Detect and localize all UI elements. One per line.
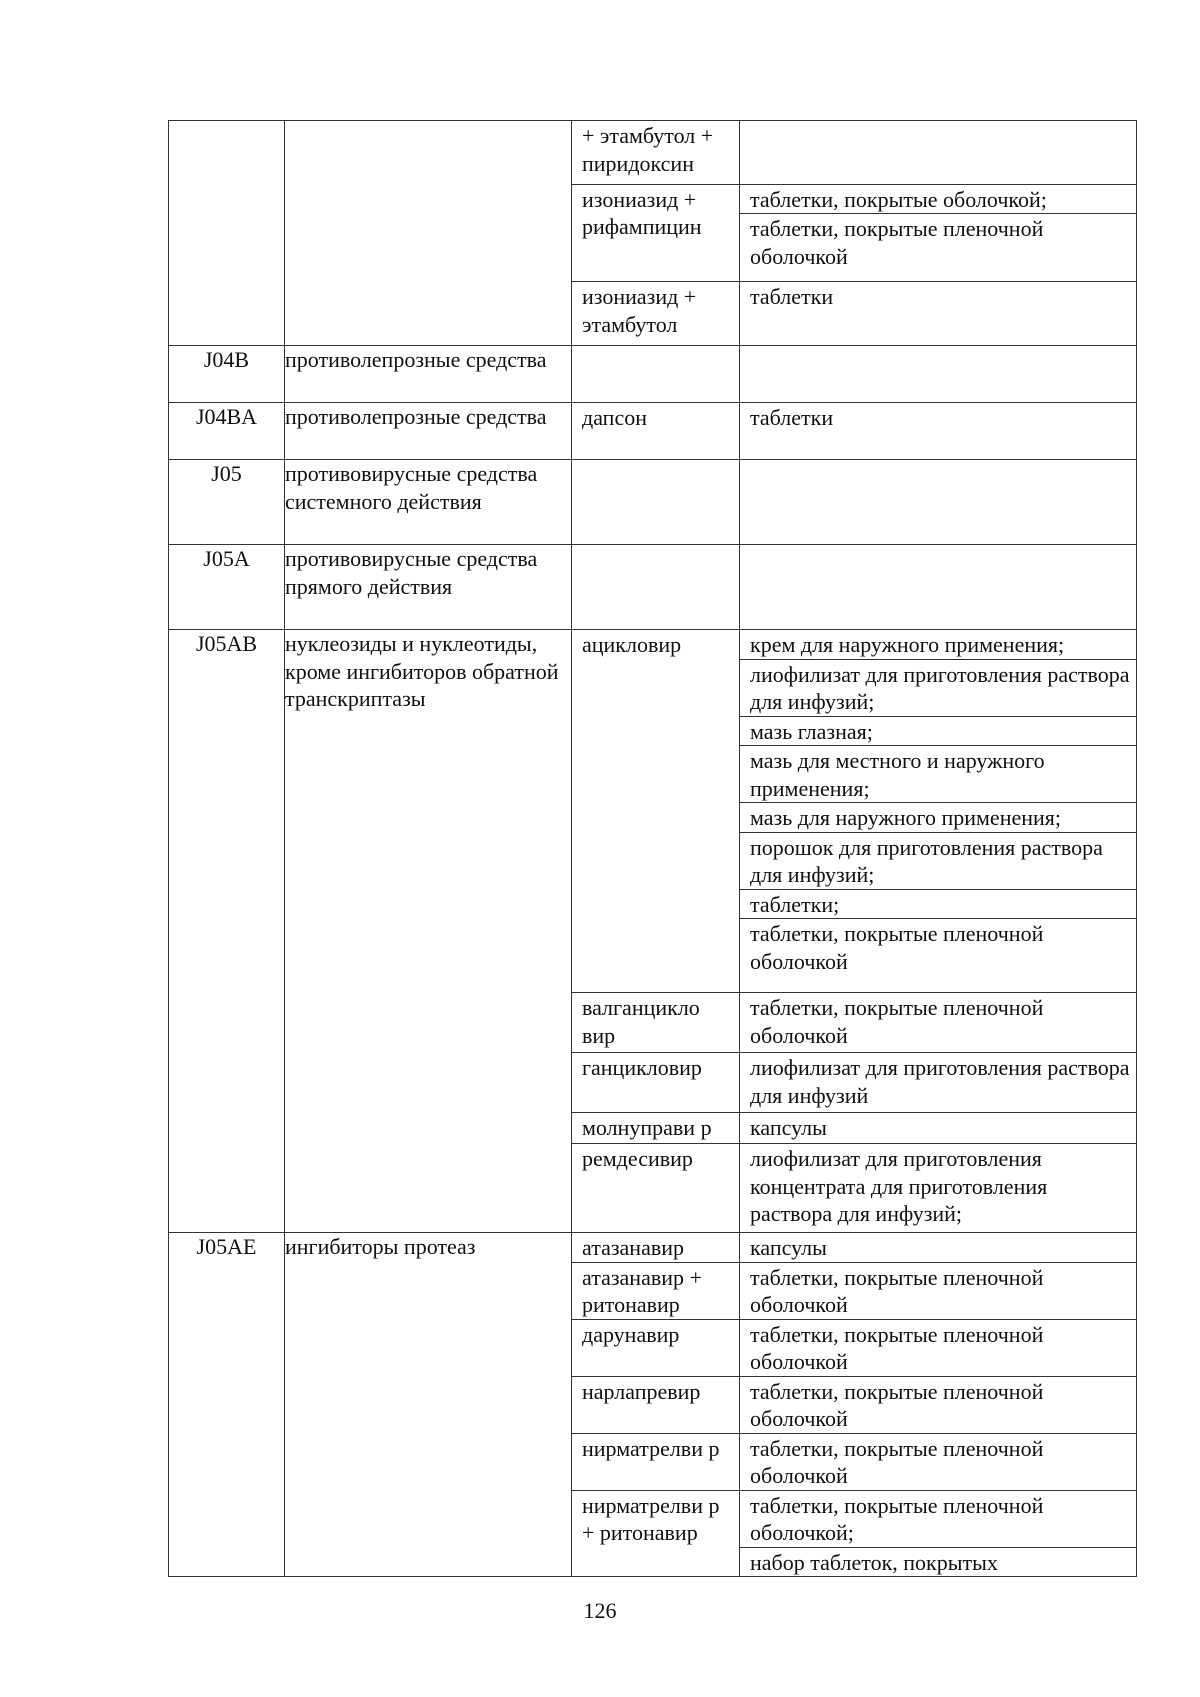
group-name-cell: противовирусные средства системного действия — [285, 460, 572, 545]
drug-row — [572, 630, 1136, 993]
dosage-forms-cell — [740, 460, 1137, 544]
dosage-form: таблетки, покрытые пленочной оболочкой; — [740, 1491, 1136, 1548]
drug-subtable — [572, 630, 1136, 1232]
dosage-form — [740, 460, 1136, 461]
drug-name-cell: ганцикловир — [572, 1053, 740, 1113]
dosage-form: таблетки — [750, 405, 834, 430]
dosage-form: таблетки, покрытые пленочной оболочкой — [750, 1321, 1044, 1374]
drug-row — [572, 1262, 1136, 1319]
drug-name-cell: изониазид + рифампицин — [572, 184, 740, 281]
drug-subtable-cell — [572, 460, 1137, 545]
drug-row — [572, 184, 1136, 281]
dosage-form: таблетки, покрытые оболочкой; — [740, 185, 1136, 215]
group-name-cell — [285, 121, 572, 346]
drug-row — [572, 993, 1136, 1053]
dosage-form: мазь для наружного применения; — [740, 803, 1136, 833]
dosage-form: набор таблеток, покрытых — [750, 1549, 998, 1575]
group-name-cell: противолепрозные средства — [285, 403, 572, 460]
dosage-form: лиофилизат для приготовления раствора для инфузий; — [740, 660, 1136, 717]
drug-name-cell — [572, 460, 740, 544]
drug-name-cell: нирматрелви р — [572, 1433, 740, 1490]
table-row — [169, 1233, 1137, 1577]
drug-name-cell — [572, 545, 740, 629]
dosage-form: таблетки — [750, 284, 834, 310]
drug-name-cell — [572, 346, 740, 402]
dosage-forms-cell — [740, 630, 1137, 993]
drug-row — [572, 545, 1136, 629]
drug-row — [572, 1144, 1136, 1232]
table-row — [169, 403, 1137, 460]
drug-row — [572, 1053, 1136, 1113]
drug-name-cell: атазанавир + ритонавир — [572, 1262, 740, 1319]
atc-code-cell: J05 — [169, 460, 285, 545]
drug-name-cell: ремдесивир — [572, 1144, 740, 1232]
drug-subtable — [572, 545, 1136, 629]
dosage-form — [740, 121, 1136, 122]
dosage-form: таблетки, покрытые пленочной оболочкой — [750, 216, 1044, 269]
drug-row — [572, 460, 1136, 544]
dosage-forms-cell — [740, 1233, 1137, 1262]
dosage-form: таблетки; — [740, 890, 1136, 920]
drug-row — [572, 1376, 1136, 1433]
dosage-form — [740, 545, 1136, 546]
drug-subtable-cell — [572, 1233, 1137, 1577]
dosage-forms-cell — [740, 1376, 1137, 1433]
dosage-form: таблетки, покрытые пленочной оболочкой — [750, 1378, 1044, 1431]
dosage-forms-cell — [740, 1113, 1137, 1144]
table-row — [169, 545, 1137, 630]
drug-name-cell: изониазид + этамбутол — [572, 282, 740, 345]
atc-code-cell — [169, 121, 285, 346]
drug-name-cell: атазанавир — [572, 1233, 740, 1262]
group-name-cell: противолепрозные средства — [285, 346, 572, 403]
drug-row — [572, 403, 1136, 459]
table-row — [169, 121, 1137, 346]
atc-code-cell: J05A — [169, 545, 285, 630]
group-name-cell: ингибиторы протеаз — [285, 1233, 572, 1577]
page-number: 126 — [583, 1598, 617, 1623]
drug-subtable — [572, 346, 1136, 402]
drug-subtable — [572, 121, 1136, 345]
drug-name-cell: дарунавир — [572, 1319, 740, 1376]
group-name-cell: нуклеозиды и нуклеотиды, кроме ингибиторов обратной транскриптазы — [285, 630, 572, 1233]
table-row — [169, 630, 1137, 1233]
atc-code-cell: J05AE — [169, 1233, 285, 1577]
drug-row — [572, 1233, 1136, 1262]
drug-name-cell: + этамбутол + пиридоксин — [572, 121, 740, 184]
drug-subtable — [572, 1233, 1136, 1576]
dosage-form: таблетки, покрытые пленочной оболочкой — [750, 1264, 1044, 1317]
dosage-forms-cell — [740, 346, 1137, 402]
drug-row — [572, 282, 1136, 345]
drug-subtable — [572, 460, 1136, 544]
dosage-form: мазь глазная; — [740, 717, 1136, 747]
dosage-forms-cell — [740, 184, 1137, 281]
dosage-forms-cell — [740, 121, 1137, 184]
dosage-forms-cell — [740, 1490, 1137, 1576]
dosage-forms-cell — [740, 993, 1137, 1053]
dosage-form: капсулы — [750, 1115, 827, 1141]
atc-code-cell: J04BA — [169, 403, 285, 460]
dosage-forms-cell — [740, 1262, 1137, 1319]
dosage-form — [740, 346, 1136, 347]
drug-subtable-cell — [572, 346, 1137, 403]
drug-name-cell: дапсон — [572, 403, 740, 459]
drug-name-cell: нирматрелви р + ритонавир — [572, 1490, 740, 1576]
group-name-cell: противовирусные средства прямого действия — [285, 545, 572, 630]
dosage-form: капсулы — [750, 1235, 827, 1260]
dosage-forms-cell — [740, 545, 1137, 629]
drug-subtable-cell — [572, 630, 1137, 1233]
table-row — [169, 460, 1137, 545]
table-row — [169, 346, 1137, 403]
drug-row — [572, 346, 1136, 402]
dosage-forms-cell — [740, 1433, 1137, 1490]
drug-subtable-cell — [572, 545, 1137, 630]
drug-table-body — [169, 121, 1137, 1577]
drug-name-cell: валганцикло вир — [572, 993, 740, 1053]
dosage-form: лиофилизат для приготовления раствора для инфузий — [750, 1055, 1130, 1108]
dosage-form: таблетки, покрытые пленочной оболочкой — [750, 1435, 1044, 1488]
drug-row — [572, 121, 1136, 184]
drug-subtable — [572, 403, 1136, 459]
drug-row — [572, 1490, 1136, 1576]
drug-subtable-cell — [572, 121, 1137, 346]
drug-row — [572, 1433, 1136, 1490]
dosage-forms-cell — [740, 282, 1137, 345]
dosage-form: порошок для приготовления раствора для инфузий; — [740, 833, 1136, 890]
dosage-form: мазь для местного и наружного применения; — [740, 746, 1136, 803]
dosage-form: таблетки, покрытые пленочной оболочкой — [750, 995, 1044, 1048]
dosage-forms-cell — [740, 1053, 1137, 1113]
drug-row — [572, 1113, 1136, 1144]
atc-code-cell: J05AB — [169, 630, 285, 1233]
drug-name-cell: молнуправи р — [572, 1113, 740, 1144]
atc-code-cell: J04B — [169, 346, 285, 403]
dosage-forms-cell — [740, 1144, 1137, 1232]
dosage-form: таблетки, покрытые пленочной оболочкой — [750, 921, 1044, 974]
drug-row — [572, 1319, 1136, 1376]
drug-name-cell: ацикловир — [572, 630, 740, 993]
dosage-form: лиофилизат для приготовления концентрата для приготовления раствора для инфузий; — [750, 1146, 1048, 1227]
dosage-forms-cell — [740, 1319, 1137, 1376]
dosage-form: крем для наружного применения; — [740, 630, 1136, 660]
drug-subtable-cell — [572, 403, 1137, 460]
drug-name-cell: нарлапревир — [572, 1376, 740, 1433]
drug-table — [168, 120, 1137, 1577]
dosage-forms-cell — [740, 403, 1137, 459]
